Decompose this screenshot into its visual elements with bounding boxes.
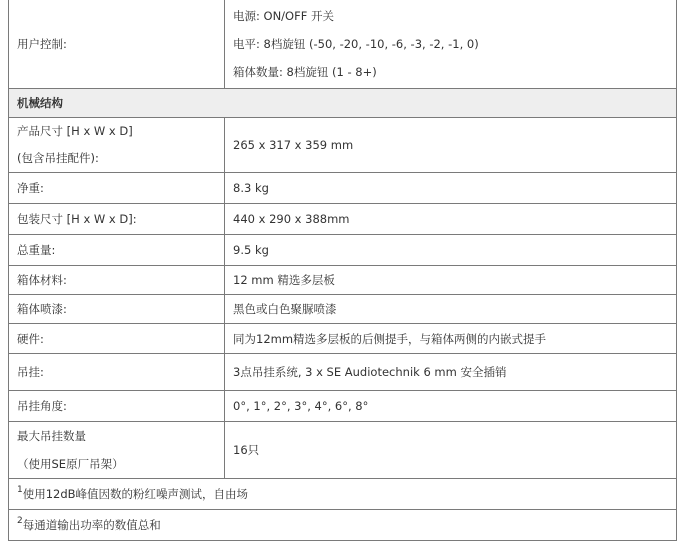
spec-row [9,391,677,422]
spec-label: 用户控制: [9,0,225,89]
spec-label-line: （使用SE原厂吊架） [17,457,124,471]
spec-value: 黑色或白色聚脲喷漆 [225,295,677,324]
spec-row-user-control [9,0,677,89]
spec-label-line: (包含吊挂配件): [17,151,99,165]
spec-row [9,295,677,324]
footnote-row [9,510,677,541]
spec-value: 16只 [225,422,677,479]
spec-value: 440 x 290 x 388mm [225,204,677,235]
spec-value: 3点吊挂系统, 3 x SE Audiotechnik 6 mm 安全插销 [225,354,677,391]
spec-label [9,422,225,479]
spec-label [9,118,225,173]
spec-value-line: 电平: 8档旋钮 (-50, -20, -10, -6, -3, -2, -1, 0) [233,37,479,51]
spec-row [9,354,677,391]
spec-value: 8.3 kg [225,173,677,204]
footnote [9,510,677,541]
spec-row [9,422,677,479]
footnote-mark: 2 [17,516,23,526]
spec-label: 吊挂角度: [9,391,225,422]
spec-label-line: 最大吊挂数量 [17,429,86,443]
section-header [9,89,677,118]
spec-row [9,173,677,204]
spec-label: 硬件: [9,324,225,354]
footnote-text: 使用12dB峰值因数的粉红噪声测试，自由场 [22,487,249,501]
spec-label: 箱体材料: [9,266,225,295]
spec-value-line: 电源: ON/OFF 开关 [233,9,334,23]
footnote-text: 每通道输出功率的数值总和 [22,518,161,532]
spec-row [9,204,677,235]
footnote-row [9,479,677,510]
spec-row [9,118,677,173]
spec-row [9,266,677,295]
footnote [9,479,677,510]
spec-label-line: 产品尺寸 [H x W x D] [17,124,133,138]
spec-value: 265 x 317 x 359 mm [225,118,677,173]
spec-value-line: 箱体数量: 8档旋钮 (1 - 8+) [233,65,377,79]
spec-value: 12 mm 精选多层板 [225,266,677,295]
spec-label: 包装尺寸 [H x W x D]: [9,204,225,235]
spec-label: 总重量: [9,235,225,266]
spec-row [9,235,677,266]
spec-value: 0°, 1°, 2°, 3°, 4°, 6°, 8° [225,391,677,422]
footnote-mark: 1 [17,485,23,495]
section-title: 机械结构 [9,89,677,118]
spec-label: 净重: [9,173,225,204]
spec-row [9,324,677,354]
spec-label: 吊挂: [9,354,225,391]
spec-value: 同为12mm精选多层板的后侧提手，与箱体两侧的内嵌式提手 [225,324,677,354]
spec-value: 9.5 kg [225,235,677,266]
spec-label: 箱体喷漆: [9,295,225,324]
spec-table [8,0,677,541]
spec-value [225,0,677,89]
